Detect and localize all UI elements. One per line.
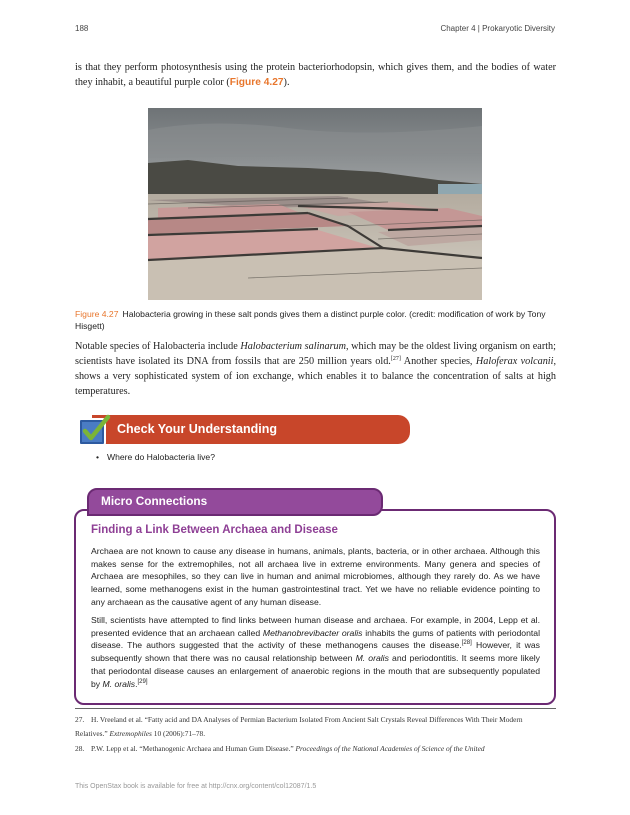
citation-link[interactable]: [28] (461, 640, 472, 647)
micro-connections-heading: Finding a Link Between Archaea and Disease (91, 524, 338, 536)
halobacteria-paragraph: Notable species of Halobacteria include Halobacterium salinarum, which may be the oldest living organism on earth; scientists have isolated its DNA from fossils that are 250 million years old.[27] Another species, Haloferax volcanii, shows a very sophisticated system of ion exchange, which enables it to balance the concentration of salts at high temperatures. (75, 341, 557, 397)
footnote-27: 27. H. Vreeland et al. “Fatty acid and DA Analyses of Permian Bacterium Isolated From Ancient Salt Crystals Reveal Differences With Their Modern Relatives.” Extremophiles 10 (2006):71–78. (75, 715, 523, 738)
figure-link[interactable]: Figure 4.27 (229, 77, 284, 88)
citation-link[interactable]: [29] (137, 678, 148, 685)
page-footer: This OpenStax book is available for free at http://cnx.org/content/col12087/1.5 (75, 783, 317, 790)
intro-paragraph: is that they perform photosynthesis using the protein bacteriorhodopsin, which gives them, and the bodies of water they inhabit, a beautiful purple color (Figure 4.27). (75, 62, 556, 88)
footnote-28: 28. P.W. Lepp et al. “Methanogenic Archaea and Human Gum Disease.” Proceedings of the National Academies of Science of the United (75, 744, 485, 753)
micro-connections-paragraph-2: Still, scientists have attempted to find links between human disease and archaea. For example, in 2004, Lepp et al. presented evidence that an archaean called Methanobrevibacter oralis inhabits the gums of patients with periodontal disease. The authors suggested that the activity of these methanogens causes the disease.[28] However, it was subsequently shown that there was no causal relationship between M. oralis and periodontitis. It seems more likely that periodontal disease causes an enlargement of anaerobic regions in the mouth that are subsequently populated by M. oralis.[29] (91, 615, 540, 689)
micro-connections-title: Micro Connections (101, 494, 208, 508)
page-number: 188 (75, 24, 89, 33)
footnote-divider (75, 708, 556, 709)
check-understanding-title: Check Your Understanding (117, 422, 277, 436)
checkbox-check-icon (77, 413, 111, 447)
salt-ponds-photo (148, 108, 482, 300)
micro-connections-paragraph-1: Archaea are not known to cause any disease in humans, animals, plants, bacteria, or in other archaea. Although this makes sense for the extremophiles, not all archaea live in extreme environments. Many genera and species of Archaea are mesophiles, so they can live in human and animal microbiomes, although they rarely do. As we have learned, some methanogens exist in the human gastrointestinal tract. Yet we have no reliable evidence pointing to any archaean as the causative agent of any human disease. (91, 546, 540, 607)
figure-label: Figure 4.27 (75, 309, 119, 319)
check-understanding-list (96, 452, 215, 462)
figure-caption: Figure 4.27 Halobacteria growing in these salt ponds gives them a distinct purple color. (credit: modification of work by Tony Hisgett) (75, 309, 546, 331)
citation-link[interactable]: [27] (390, 356, 401, 362)
list-item: • Where do Halobacteria live? (96, 452, 215, 462)
chapter-header: Chapter 4 | Prokaryotic Diversity (440, 24, 555, 33)
